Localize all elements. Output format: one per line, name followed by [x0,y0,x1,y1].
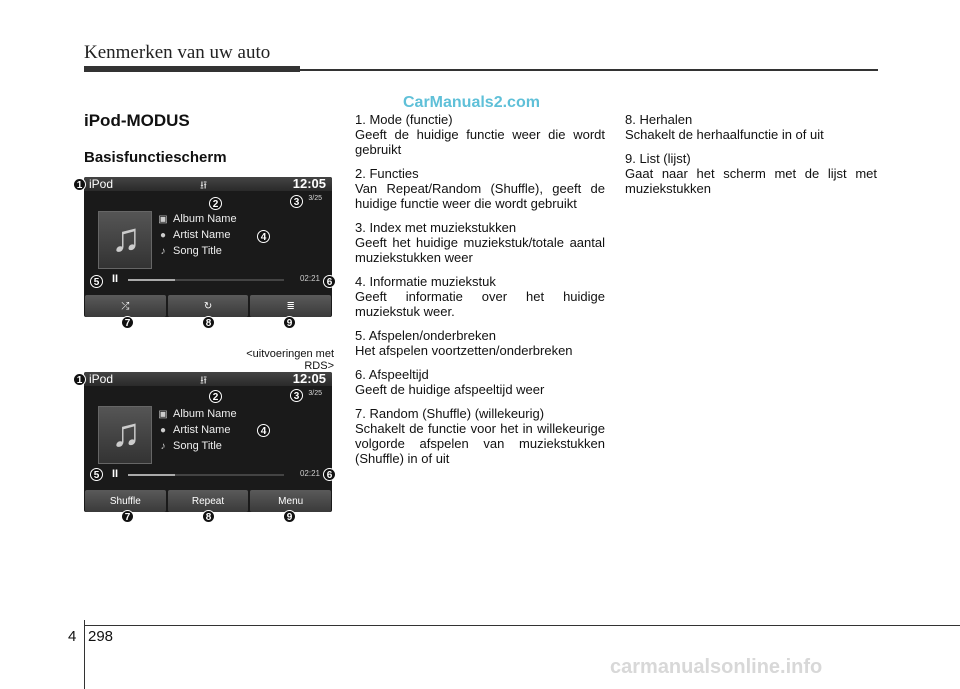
callout-7: 7 [121,510,134,523]
item-title: 7. Random (Shuffle) (willekeurig) [355,406,545,421]
album-art [98,211,152,269]
callout-4: 4 [257,230,270,243]
usb-icon: ⭿ [200,180,208,192]
callout-9: 9 [283,316,296,329]
section-subtitle: Basisfunctiescherm [84,149,227,166]
callout-1: 1 [73,373,86,386]
track-index: 3/25 [308,195,322,202]
song-title: Song Title [173,440,222,452]
item-title: 2. Functies [355,166,419,181]
song-icon: ♪ [160,246,166,257]
item-title: 1. Mode (functie) [355,112,453,127]
usb-icon: ⭿ [200,375,208,387]
list-item [355,220,605,265]
clock: 12:05 [292,177,326,191]
artist-row [158,229,230,241]
callout-8: 8 [202,510,215,523]
item-description: Geeft de huidige functie weer die wordt gebruikt [355,127,605,157]
item-description: Geeft het huidige muziekstuk/totale aantal muziekstukken weer [355,235,605,265]
album-icon: ▣ [158,214,168,225]
item-description: Schakelt de herhaalfunctie in of uit [625,127,824,142]
header-rule [300,69,878,71]
artist-icon: ● [159,230,167,241]
album-icon: ▣ [158,409,168,420]
item-description: Geeft de huidige afspeeltijd weer [355,382,545,397]
callout-6: 6 [323,275,336,288]
progress-track [128,279,284,281]
callout-7: 7 [121,316,134,329]
item-description: Het afspelen voortzetten/onderbreken [355,343,573,358]
song-icon: ♪ [160,441,166,452]
list-item [625,112,877,142]
callout-5: 5 [90,275,103,288]
artist-icon: ● [159,425,167,436]
list-item [355,367,605,397]
description-column-left [355,112,605,475]
header-bar [84,66,300,72]
callout-2: 2 [209,390,222,403]
list-item [355,112,605,157]
repeat-icon: ↻ [203,300,213,312]
track-index: 3/25 [308,390,322,397]
list-item [355,406,605,466]
album-name: Album Name [173,213,237,225]
callout-5: 5 [90,468,103,481]
progress-track [128,474,284,476]
music-note-icon: ♫ [111,411,141,455]
item-description: Schakelt de functie voor het in willekeurige volgorde afspelen van muziekstukken (Shuffle) in of uit [355,421,605,466]
mode-label: iPod [89,372,114,386]
item-title: 9. List (lijst) [625,151,691,166]
item-title: 8. Herhalen [625,112,693,127]
list-item [355,166,605,211]
header-title: Kenmerken van uw auto [84,42,271,63]
shuffle-button[interactable]: Shuffle [85,490,166,512]
progress-fill [128,279,175,281]
item-title: 5. Afspelen/onderbreken [355,328,496,343]
callout-4: 4 [257,424,270,437]
item-title: 3. Index met muziekstukken [355,220,517,235]
repeat-button[interactable]: Repeat [168,490,249,512]
artist-name: Artist Name [173,424,231,436]
list-button[interactable] [250,295,331,317]
callout-3: 3 [290,195,303,208]
list-item [355,274,605,319]
callout-9: 9 [283,510,296,523]
callout-1: 1 [73,178,86,191]
callout-6: 6 [323,468,336,481]
shuffle-icon: ⤮ [121,300,130,312]
section-title: iPod-MODUS [84,111,190,130]
item-description: Van Repeat/Random (Shuffle), geeft de huidige functie weer die wordt gebruikt [355,181,605,211]
chapter-number: 4 [68,628,77,645]
page-number: 298 [88,628,114,645]
song-title: Song Title [173,245,222,257]
album-name: Album Name [173,408,237,420]
description-column-right [625,112,877,205]
item-description: Gaat naar het scherm met de lijst met muziekstukken [625,166,877,196]
play-pause-button[interactable]: II [112,468,119,480]
menu-button[interactable]: Menu [250,490,331,512]
item-title: 6. Afspeeltijd [355,367,429,382]
footer-rule [84,625,960,626]
mode-label: iPod [89,177,114,191]
list-icon: ≣ [286,300,295,312]
song-row [158,440,222,452]
song-row [158,245,222,257]
album-art [98,406,152,464]
shuffle-button[interactable] [85,295,166,317]
music-note-icon: ♫ [111,216,141,260]
control-buttons [84,295,332,317]
callout-3: 3 [290,389,303,402]
clock: 12:05 [292,372,326,386]
artist-name: Artist Name [173,229,231,241]
callout-8: 8 [202,316,215,329]
artist-row [158,424,230,436]
list-item [355,328,605,358]
play-pause-button[interactable]: II [112,273,119,285]
album-row [158,408,237,420]
item-description: Geeft informatie over het huidige muziekstuk weer. [355,289,605,319]
play-time: 02:21 [299,469,320,478]
watermark-bottom: carmanualsonline.info [610,656,823,678]
progress-fill [128,474,175,476]
watermark-top: CarManuals2.com [403,94,540,111]
callout-2: 2 [209,197,222,210]
list-item [625,151,877,196]
album-row [158,213,237,225]
play-time: 02:21 [299,274,320,283]
control-buttons [84,490,332,512]
footer-divider [84,620,85,689]
rds-caption: <uitvoeringen met RDS> [246,348,334,372]
repeat-button[interactable] [168,295,249,317]
item-title: 4. Informatie muziekstuk [355,274,496,289]
